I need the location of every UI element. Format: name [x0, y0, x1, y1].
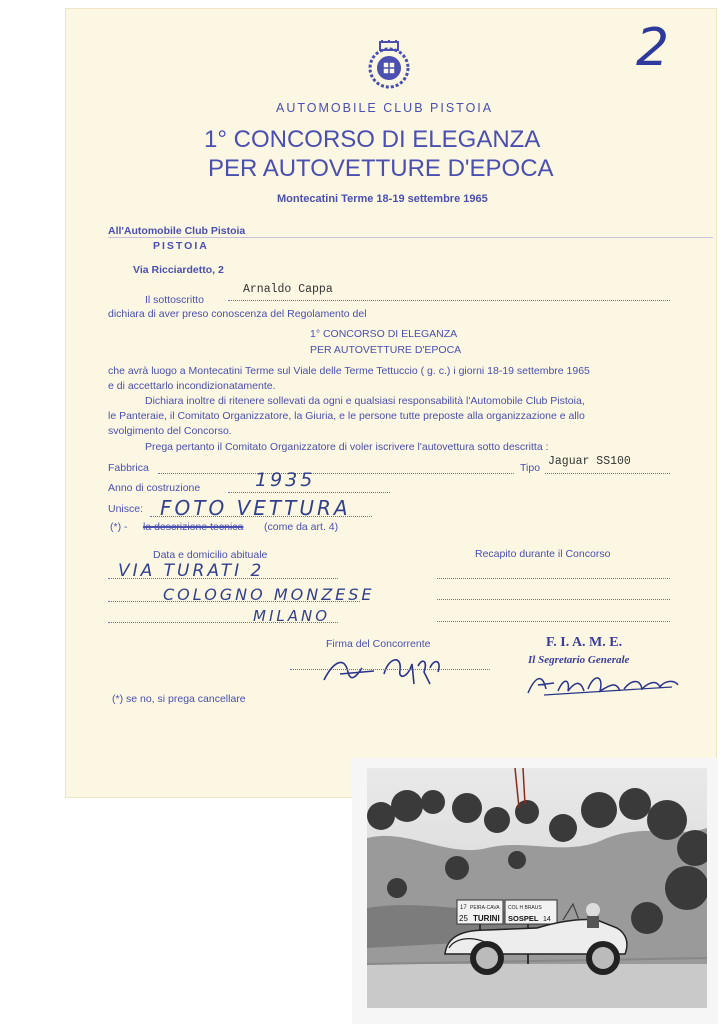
recapito-dotline1 [437, 578, 670, 579]
road-sign-sospel [505, 900, 557, 924]
domicilio-dotline2 [108, 601, 360, 602]
recapito-label: Recapito durante il Concorso [475, 548, 611, 560]
paragraph2-line1: Dichiara inoltre di ritenere sollevati da ogni e qualsiasi responsabilità l'Automobile Club Pistoia, [145, 395, 585, 407]
note-suffix: (come da art. 4) [264, 521, 339, 533]
sign-peira: PEIRA-CAVA [470, 905, 500, 911]
road-sign-peira-cava [457, 900, 503, 924]
addressee-street: Via Ricciardetto, 2 [133, 264, 224, 276]
tipo-dotline [545, 473, 670, 474]
contest-ref-line2: PER AUTOVETTURE D'EPOCA [310, 344, 462, 356]
sign-14: 14 [543, 916, 551, 923]
declares-text: dichiara di aver preso conoscenza del Regolamento del [108, 308, 367, 320]
fiame-name: F. I. A. M. E. [546, 635, 623, 650]
recapito-dotline2 [437, 599, 670, 600]
unisce-value: FOTO VETTURA [160, 496, 351, 520]
paragraph1-line1: che avrà luogo a Montecatini Terme sul Viale delle Terme Tettuccio ( g. c.) i giorni 18-19 settembre 1965 [108, 365, 590, 377]
undersigned-name: Arnaldo Cappa [243, 283, 333, 296]
anno-value: 1935 [255, 469, 316, 491]
anno-label: Anno di costruzione [108, 482, 201, 494]
paragraph3: Prega pertanto il Comitato Organizzatore di voler iscrivere l'autovettura sotto descritta : [145, 441, 549, 453]
vintage-car-photo [367, 768, 707, 1008]
sign-turini: TURINI [473, 914, 500, 923]
competitor-signature [318, 644, 458, 690]
note-prefix: (*) - [110, 521, 128, 533]
footnote: (*) se no, si prega cancellare [112, 693, 246, 705]
sign-sospel: SOSPEL [508, 914, 539, 923]
undersigned-dotline [228, 300, 670, 301]
firma-label: Firma del Concorrente [326, 638, 431, 650]
domicilio-line1: VIA TURATI 2 [118, 561, 265, 581]
tipo-value: Jaguar SS100 [548, 455, 631, 468]
contest-ref-line1: 1° CONCORSO DI ELEGANZA [310, 328, 458, 340]
domicilio-label: Data e domicilio abituale [153, 549, 268, 561]
unisce-label: Unisce: [108, 503, 144, 515]
domicilio-dotline3 [108, 622, 338, 623]
contest-title-line2: PER AUTOVETTURE D'EPOCA [208, 155, 554, 182]
addressee: All'Automobile Club Pistoia [108, 225, 246, 237]
anno-dotline [228, 492, 390, 493]
fabbrica-dotline [158, 473, 514, 474]
club-crest-logo [366, 40, 412, 92]
car-photo-image [367, 768, 707, 1008]
contest-title-line1: 1° CONCORSO DI ELEGANZA [204, 126, 541, 153]
paragraph1-line2: e di accettarlo incondizionatamente. [108, 380, 276, 392]
sign-col: COL H BRAUS [508, 905, 542, 911]
addressee-city: PISTOIA [153, 240, 209, 252]
firma-dotline [290, 669, 490, 670]
secretary-signature [524, 665, 684, 701]
unisce-dotline [150, 516, 372, 517]
domicilio-line3: MILANO [253, 607, 331, 625]
undersigned-label: Il sottoscritto [145, 294, 204, 306]
sign-17: 17 [460, 905, 467, 911]
paragraph2-line3: svolgimento del Concorso. [108, 425, 232, 437]
club-name: AUTOMOBILE CLUB PISTOIA [276, 101, 494, 115]
domicilio-dotline1 [108, 578, 338, 579]
place-date: Montecatini Terme 18-19 settembre 1965 [277, 193, 488, 205]
domicilio-line2: COLOGNO MONZESE [163, 585, 375, 604]
address-rule [108, 237, 713, 238]
paragraph2-line2: le Panteraie, il Comitato Organizzatore, la Giuria, e le persone tutte preposte alla organizzazione e allo [108, 410, 585, 422]
sign-25: 25 [459, 914, 468, 923]
note-struck-text: la descrizione tecnica [143, 521, 244, 533]
page-number: 2 [636, 18, 670, 78]
secretary-label: Il Segretario Generale [528, 654, 630, 666]
recapito-dotline3 [437, 621, 670, 622]
tipo-label: Tipo [520, 462, 541, 474]
fabbrica-label: Fabbrica [108, 462, 149, 474]
